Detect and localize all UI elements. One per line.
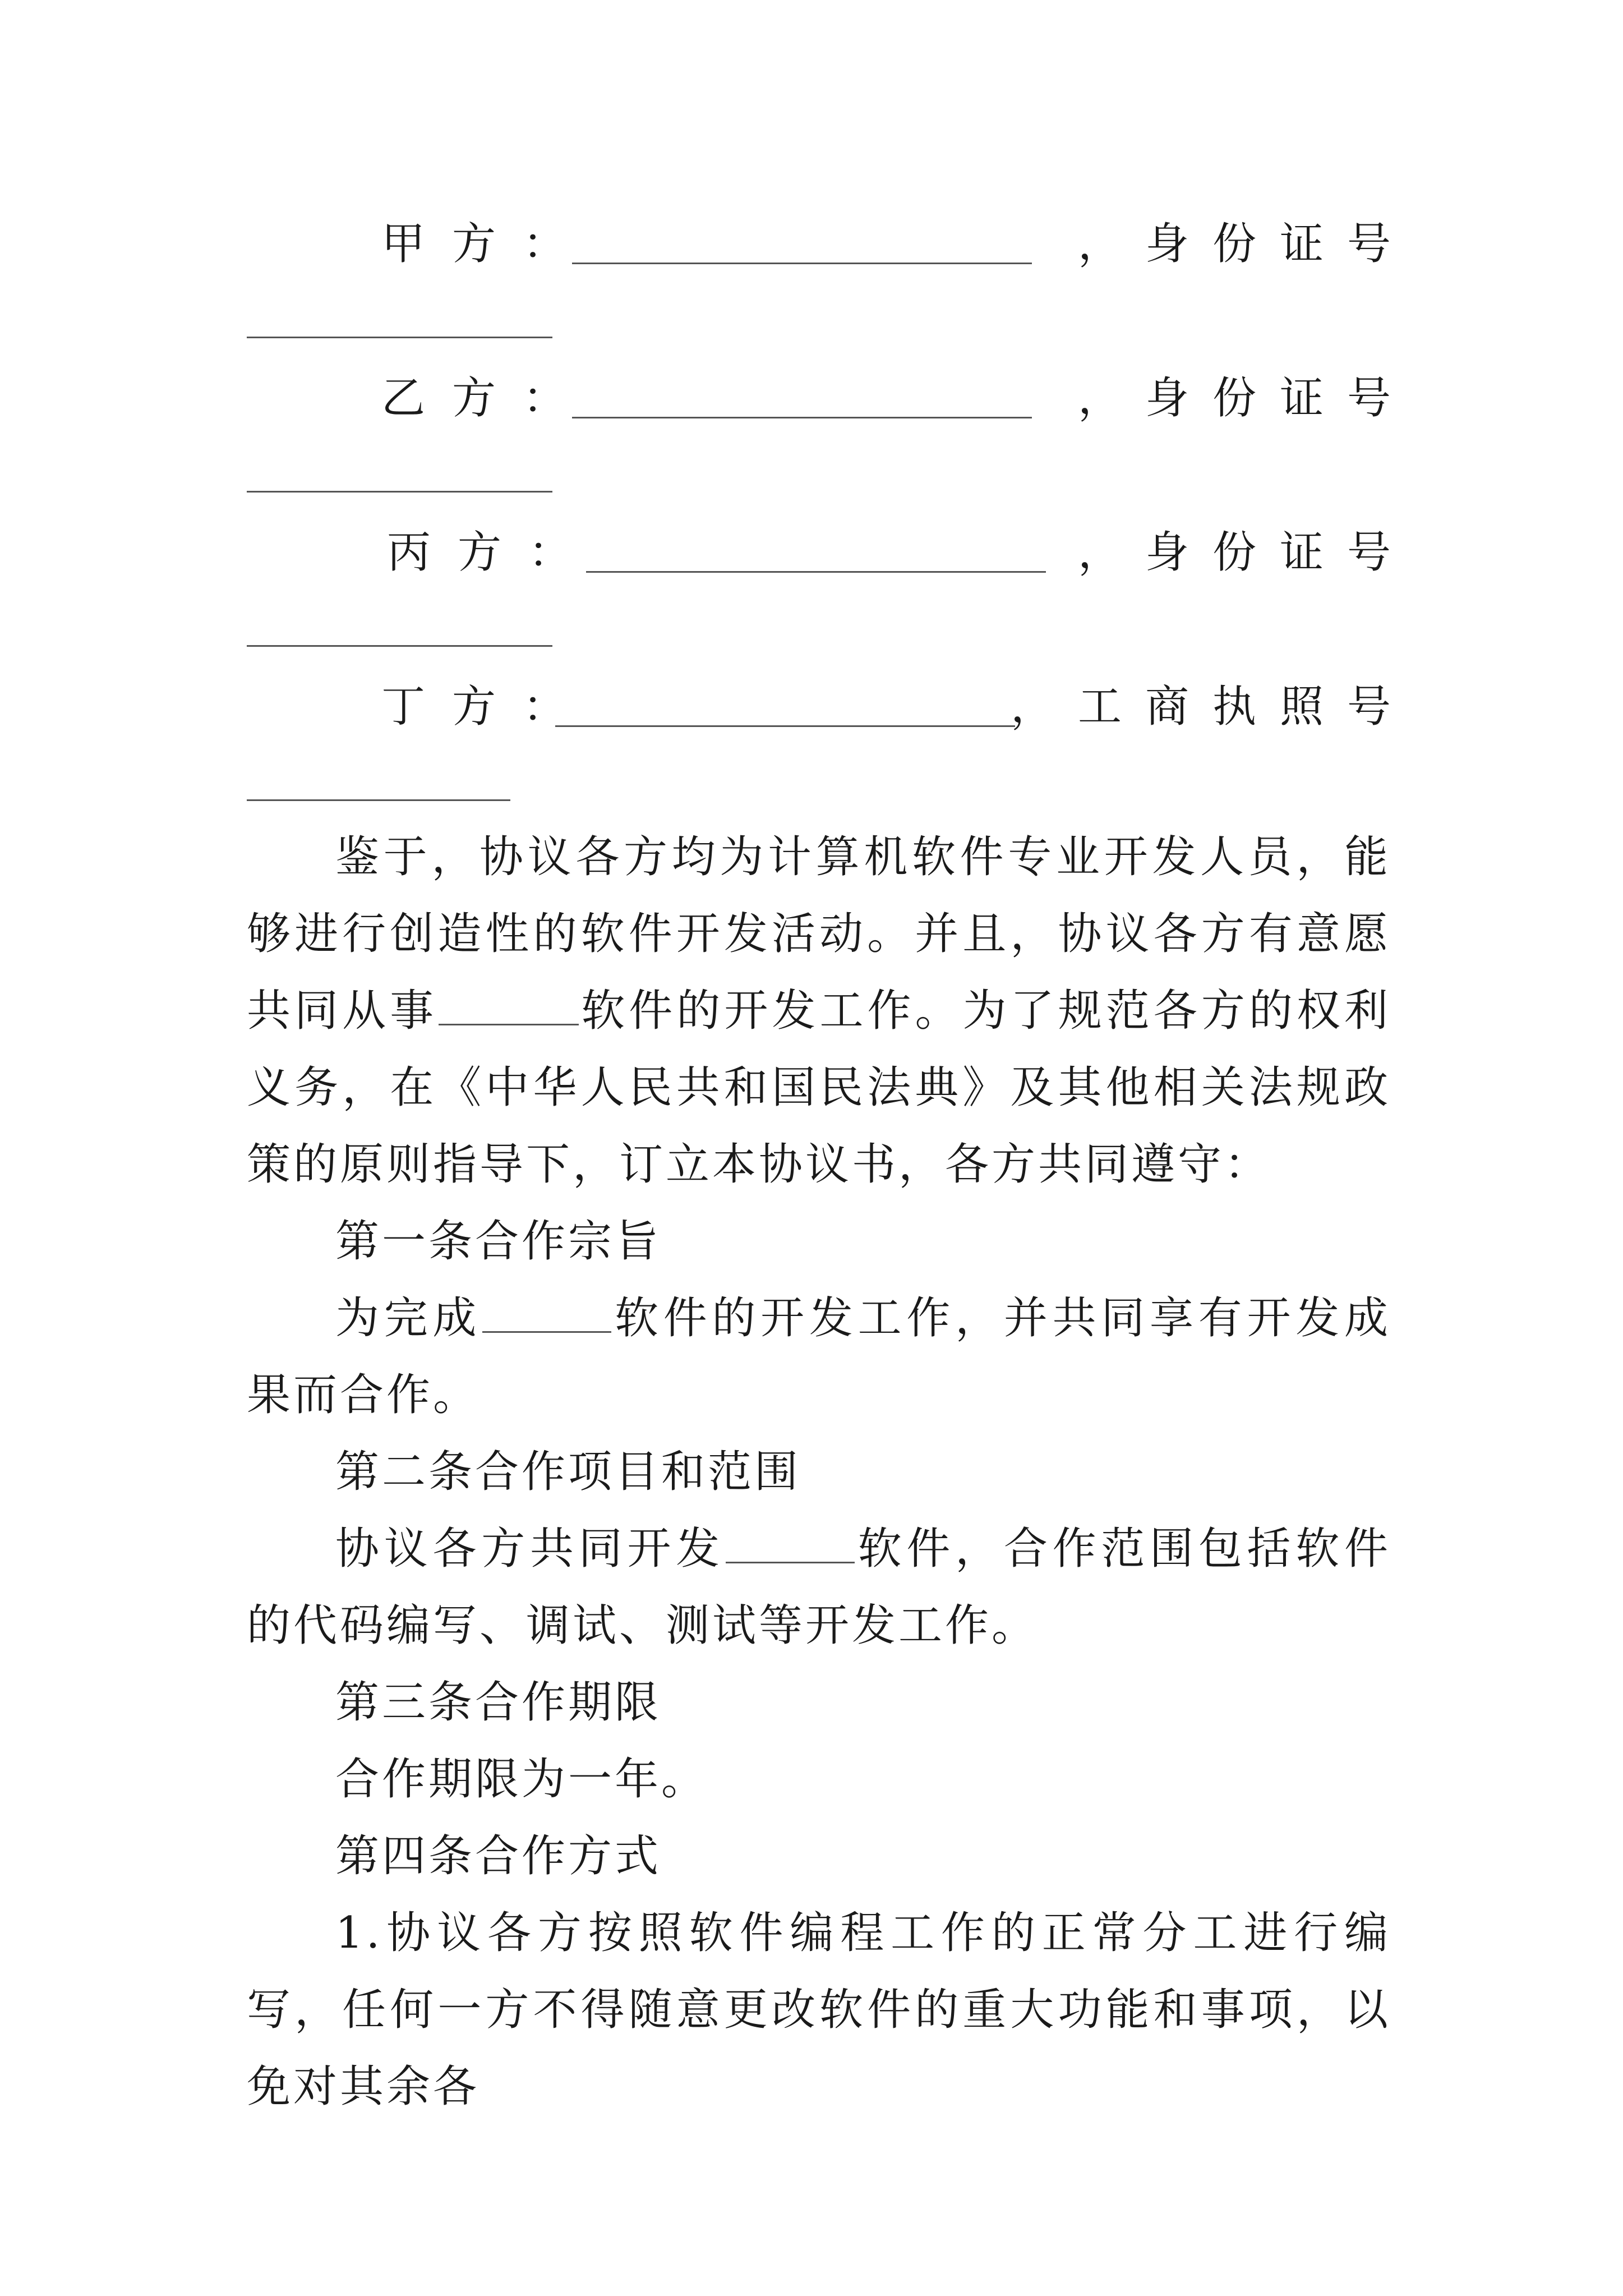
party-b-id-label: ，身份证号: [1077, 373, 1414, 424]
party-b-name-blank: [572, 417, 1032, 418]
agreement-body: [247, 819, 1391, 2125]
party-c-id-label: ，身份证号: [1077, 527, 1414, 578]
party-d-row: [247, 676, 1414, 738]
article2-paragraph: [247, 1511, 1391, 1664]
article1-text-after: 软件的开发工作，并共同享有开发成果而合作。: [247, 1293, 1391, 1420]
party-a-label: 甲方：: [381, 219, 594, 269]
article2-text-before: 协议各方共同开发: [335, 1524, 725, 1574]
article1-text-before: 为完成: [335, 1293, 482, 1343]
party-b-id-blank: [247, 491, 552, 493]
party-a-name-blank: [572, 263, 1032, 264]
article2-software-blank: [726, 1518, 855, 1563]
party-d-license-label: ，工商执照号: [1010, 682, 1414, 732]
party-a-id-label: ，身份证号: [1077, 219, 1414, 269]
party-b-row: [247, 367, 1414, 429]
article1-software-blank: [482, 1287, 611, 1333]
preamble-paragraph: [247, 819, 1391, 1203]
party-c-name-blank: [586, 571, 1046, 573]
article1-heading: 第一条合作宗旨: [335, 1216, 662, 1267]
party-d-label: 丁方：: [381, 682, 594, 732]
article1-paragraph: [247, 1280, 1391, 1434]
party-d-name-blank: [555, 725, 1015, 727]
article4-heading: 第四条合作方式: [335, 1831, 662, 1881]
party-c-label: 丙方：: [387, 527, 600, 578]
article2-text-after: 软件，合作范围包括软件的代码编写、调试、测试等开发工作。: [247, 1524, 1391, 1651]
party-c-row: [247, 522, 1414, 583]
article2-heading: 第二条合作项目和范围: [335, 1447, 801, 1497]
preamble-part2: 软件的开发工作。为了规范各方的权利义务，在《中华人民共和国民法典》及其他相关法规政策的原则指导下，订立本协议书，各方共同遵守：: [247, 986, 1391, 1190]
preamble-software-blank: [439, 980, 579, 1025]
party-b-label: 乙方：: [381, 373, 594, 424]
article4-item1: 1.协议各方按照软件编程工作的正常分工进行编写，任何一方不得随意更改软件的重大功能和事项，以免对其余各: [247, 1908, 1391, 2112]
article3-paragraph: 合作期限为一年。: [335, 1754, 708, 1805]
party-a-id-blank: [247, 337, 552, 338]
article3-heading: 第三条合作期限: [335, 1677, 662, 1728]
party-c-id-blank: [247, 645, 552, 647]
party-d-license-blank: [247, 799, 510, 801]
party-a-row: [247, 213, 1414, 275]
preamble-part1: 鉴于，协议各方均为计算机软件专业开发人员，能够进行创造性的软件开发活动。并且，协议各方有意愿共同从事: [247, 832, 1391, 1036]
